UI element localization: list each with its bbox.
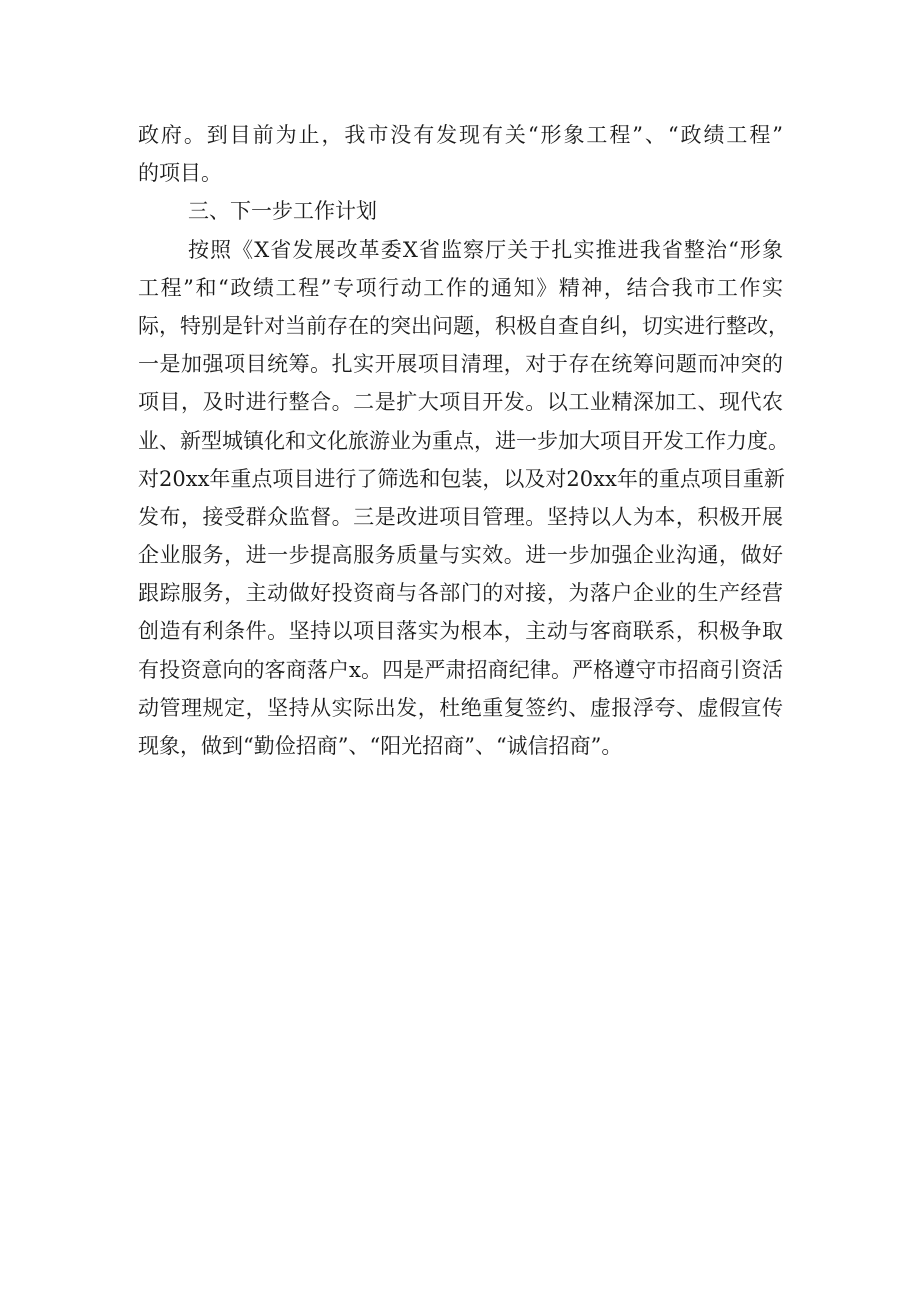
text-line: 际，特别是针对当前存在的突出问题，积极自查自纠，切实进行整改， <box>138 313 789 338</box>
paragraph-continuation <box>138 116 783 192</box>
text-line: 动管理规定，坚持从实际出发，杜绝重复签约、虚报浮夸、虚假宣传 <box>138 695 783 720</box>
text-line: 的项目。 <box>138 161 222 186</box>
text-line: 发布，接受群众监督。三是改进项目管理。坚持以人为本，积极开展 <box>138 504 783 529</box>
text-line: 项目，及时进行整合。二是扩大项目开发。以工业精深加工、现代农 <box>138 390 783 415</box>
text-line: 对20xx年重点项目进行了筛选和包装，以及对20xx年的重点项目重新 <box>138 466 785 491</box>
text-line: 企业服务，进一步提高服务质量与实效。进一步加强企业沟通，做好 <box>138 543 783 568</box>
text-line: 跟踪服务，主动做好投资商与各部门的对接，为落户企业的生产经营 <box>138 581 783 606</box>
text-line: 一是加强项目统筹。扎实开展项目清理，对于存在统筹问题而冲突的 <box>138 352 783 377</box>
section-heading: 三、下一步工作计划 <box>188 199 377 224</box>
text-line: 创造有利条件。坚持以项目落实为根本，主动与客商联系，积极争取 <box>138 619 783 644</box>
text-line: 政府。到目前为止，我市没有发现有关“形象工程”、“政绩工程” <box>138 123 783 147</box>
paragraph-work-plan <box>138 231 789 766</box>
text-line: 工程”和“政绩工程”专项行动工作的通知》精神，结合我市工作实 <box>138 275 783 300</box>
text-line: 按照《X省发展改革委X省监察厅关于扎实推进我省整治“形象 <box>188 237 783 262</box>
text-line: 业、新型城镇化和文化旅游业为重点，进一步加大项目开发工作力度。 <box>138 428 789 453</box>
document-body <box>138 116 789 765</box>
text-line: 有投资意向的客商落户x。四是严肃招商纪律。严格遵守市招商引资活 <box>138 657 783 682</box>
text-line: 现象，做到“勤俭招商”、“阳光招商”、“诚信招商”。 <box>138 734 623 758</box>
